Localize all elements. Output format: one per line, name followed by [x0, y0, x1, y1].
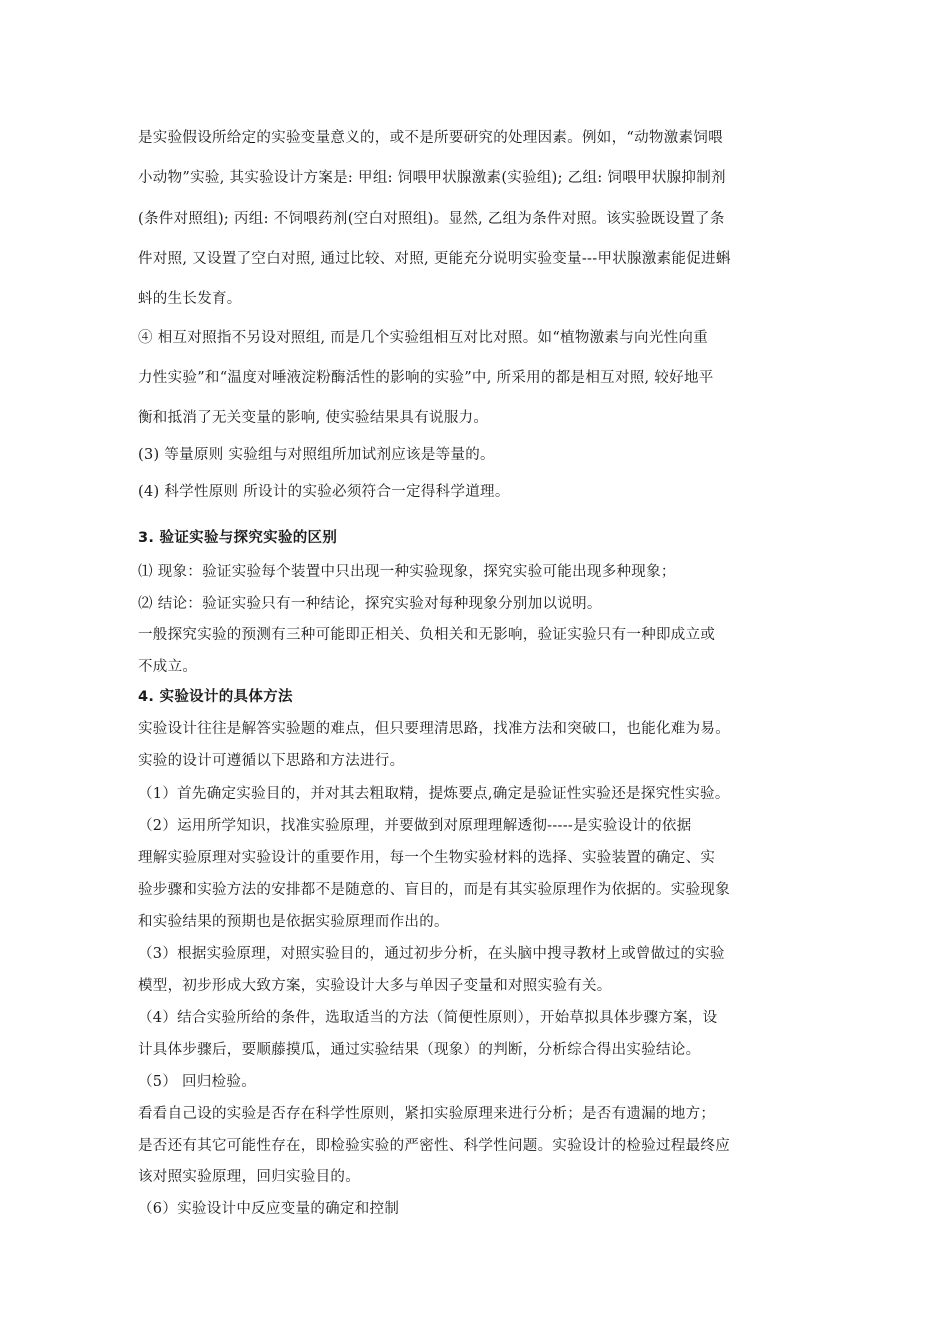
text-line: 不成立。 — [138, 659, 198, 675]
text-line: （2）运用所学知识，找准实验原理，并要做到对原理理解透彻-----是实验设计的依据 — [138, 818, 692, 834]
text-line: 理解实验原理对实验设计的重要作用，每一个生物实验材料的选择、实验装置的确定、实 — [138, 850, 716, 866]
text-line: 小动物”实验, 其实验设计方案是: 甲组: 饲喂甲状腺激素(实验组); 乙组: 饲喂甲状腺抑制剂 — [138, 170, 726, 186]
text-line: 计具体步骤后，要顺藤摸瓜，通过实验结果（现象）的判断，分析综合得出实验结论。 — [138, 1042, 701, 1058]
text-line: 和实验结果的预期也是依据实验原理而作出的。 — [138, 914, 449, 930]
text-line: (条件对照组); 丙组: 不饲喂药剂(空白对照组)。显然, 乙组为条件对照。该实验既设置了条 — [138, 211, 725, 227]
text-line: 看看自己设的实验是否存在科学性原则，紧扣实验原理来进行分析；是否有遗漏的地方； — [138, 1106, 716, 1122]
text-line: （1）首先确定实验目的，并对其去粗取精，提炼要点,确定是验证性实验还是探究性实验。 — [138, 786, 730, 802]
text-line: （3）根据实验原理，对照实验目的，通过初步分析，在头脑中搜寻教材上或曾做过的实验 — [138, 946, 725, 962]
text-line: 蚪的生长发育。 — [138, 291, 242, 307]
text-line: （4）结合实验所给的条件，选取适当的方法（简便性原则），开始草拟具体步骤方案，设 — [138, 1010, 718, 1026]
text-line: 实验设计往往是解答实验题的难点，但只要理清思路，找准方法和突破口，也能化难为易。 — [138, 721, 730, 737]
section-heading: 4. 实验设计的具体方法 — [138, 689, 293, 705]
text-line: （6）实验设计中反应变量的确定和控制 — [138, 1201, 400, 1217]
text-line: ④ 相互对照指不另设对照组, 而是几个实验组相互对比对照。如“植物激素与向光性向重 — [138, 330, 709, 346]
text-line: 是否还有其它可能性存在，即检验实验的严密性、科学性问题。实验设计的检验过程最终应 — [138, 1138, 730, 1154]
text-line: 衡和抵消了无关变量的影响, 使实验结果具有说服力。 — [138, 410, 489, 426]
text-line: (3) 等量原则 实验组与对照组所加试剂应该是等量的。 — [138, 447, 495, 463]
text-line: 力性实验”和“温度对唾液淀粉酶活性的影响的实验”中, 所采用的都是相互对照, 较好地平 — [138, 370, 714, 386]
text-line: 验步骤和实验方法的安排都不是随意的、盲目的，而是有其实验原理作为依据的。实验现象 — [138, 882, 730, 898]
text-line: 该对照实验原理，回归实验目的。 — [138, 1169, 360, 1185]
text-line: 是实验假设所给定的实验变量意义的，或不是所要研究的处理因素。例如，“动物激素饲喂 — [138, 130, 723, 146]
text-line: ⑴ 现象：验证实验每个装置中只出现一种实验现象，探究实验可能出现多种现象； — [138, 564, 676, 580]
text-line: 模型，初步形成大致方案，实验设计大多与单因子变量和对照实验有关。 — [138, 978, 612, 994]
text-line: 件对照, 又设置了空白对照, 通过比较、对照, 更能充分说明实验变量---甲状腺激素能促进蝌 — [138, 251, 731, 267]
section-heading: 3. 验证实验与探究实验的区别 — [138, 530, 338, 546]
text-line: ⑵ 结论：验证实验只有一种结论，探究实验对每种现象分别加以说明。 — [138, 596, 602, 612]
text-line: 一般探究实验的预测有三种可能即正相关、负相关和无影响，验证实验只有一种即成立或 — [138, 627, 716, 643]
text-line: (4) 科学性原则 所设计的实验必须符合一定得科学道理。 — [138, 484, 510, 500]
text-line: （5） 回归检验。 — [138, 1074, 257, 1090]
text-line: 实验的设计可遵循以下思路和方法进行。 — [138, 753, 405, 769]
